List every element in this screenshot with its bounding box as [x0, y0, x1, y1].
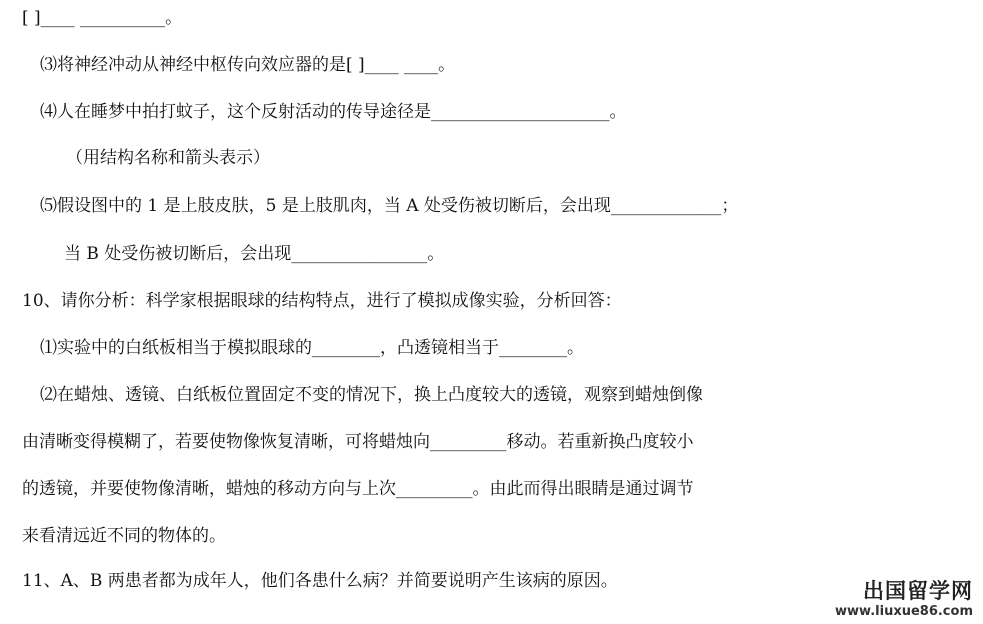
q10-2-question-cont-3: 来看清远近不同的物体的。	[22, 526, 226, 546]
q9-4-hint: （用结构名称和箭头表示）	[66, 148, 270, 168]
site-watermark	[835, 581, 973, 618]
q10-2-question: ⑵在蜡烛、透镜、白纸板位置固定不变的情况下，换上凸度较大的透镜，观察到蜡烛倒像	[40, 385, 703, 405]
q10-intro: 10、请你分析：科学家根据眼球的结构特点，进行了模拟成像实验，分析回答：	[22, 291, 622, 311]
q9-3-question: ⑶将神经冲动从神经中枢传向效应器的是[ ]____ ____。	[40, 55, 456, 75]
q11-question: 11、A、B 两患者都为成年人，他们各患什么病？并简要说明产生该病的原因。	[22, 571, 618, 591]
q10-1-question: ⑴实验中的白纸板相当于模拟眼球的________，凸透镜相当于________。	[40, 338, 584, 358]
watermark-url: www.liuxue86.com	[835, 604, 973, 619]
q10-2-question-cont-1: 由清晰变得模糊了，若要使物像恢复清晰，可将蜡烛向_________移动。若重新换凸度较小	[22, 432, 694, 452]
q9-4-question: ⑷人在睡梦中拍打蚊子，这个反射活动的传导途径是_____________________。	[40, 102, 627, 122]
q9-5-question-cont: 当 B 处受伤被切断后，会出现________________。	[64, 244, 445, 264]
q10-2-question-cont-2: 的透镜，并要使物像清晰，蜡烛的移动方向与上次_________。由此而得出眼睛是通过调节	[22, 479, 694, 499]
watermark-title: 出国留学网	[863, 579, 973, 603]
q9-2-answer-line: [ ]____ __________。	[22, 8, 183, 28]
q9-5-question: ⑸假设图中的 1 是上肢皮肤，5 是上肢肌肉，当 A 处受伤被切断后，会出现_____________；	[40, 196, 739, 216]
